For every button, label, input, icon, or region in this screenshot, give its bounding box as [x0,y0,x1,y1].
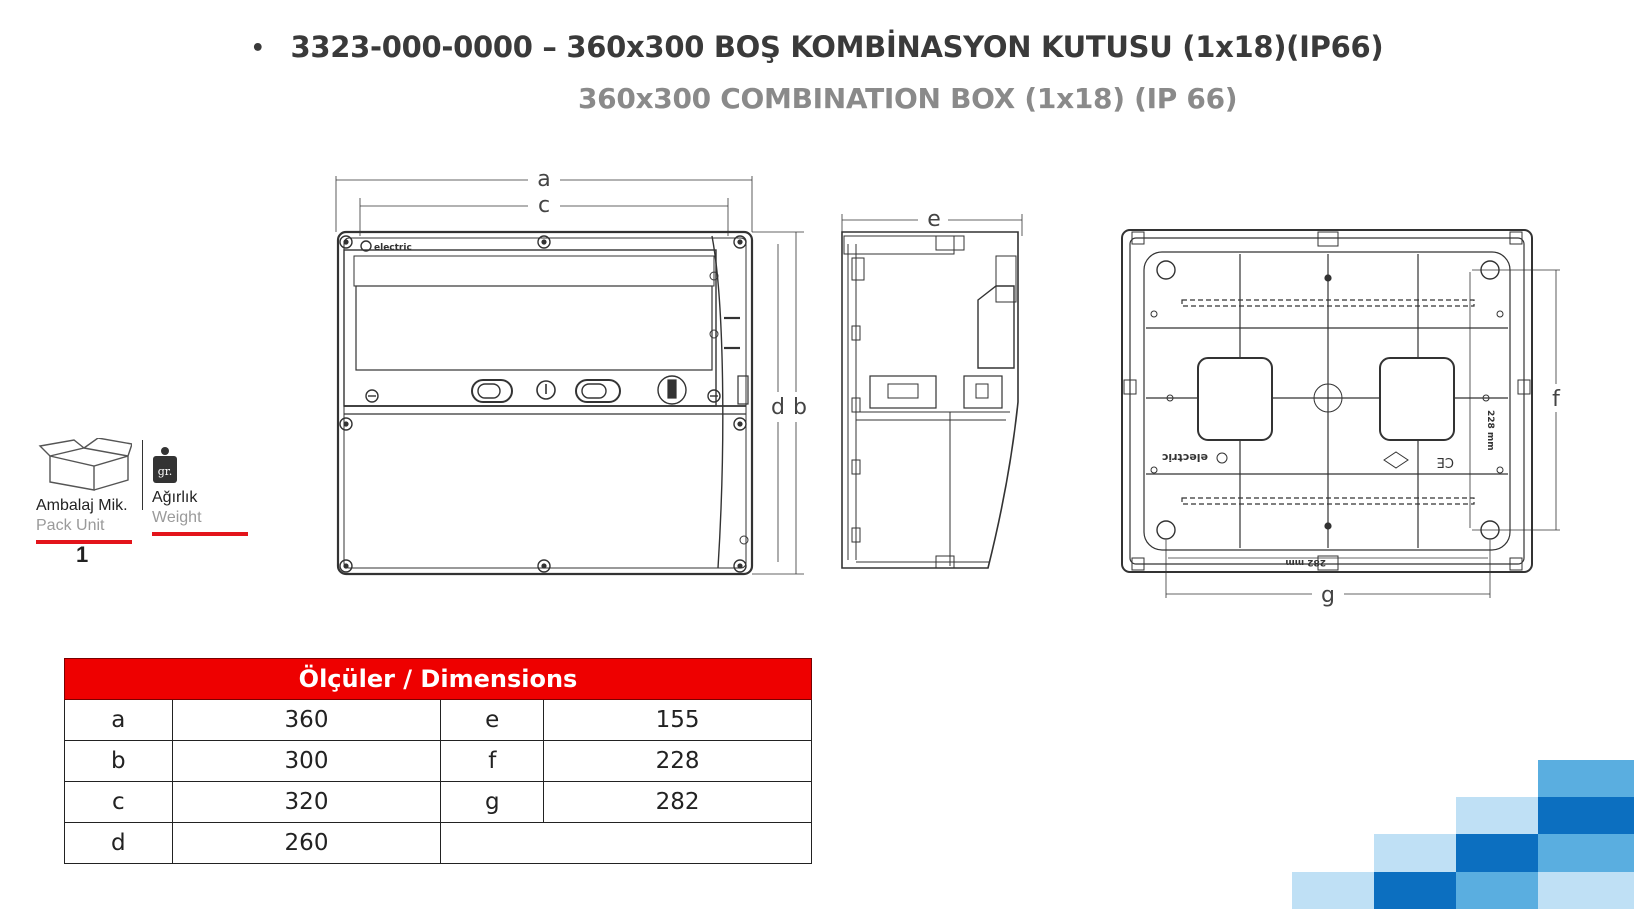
title-bullet: • [250,36,265,61]
dim-label-f: f [1552,387,1560,412]
pack-label-tr: Ambalaj Mik. [36,497,128,514]
info-separator [142,440,143,510]
dimensions-table [64,658,812,864]
dimensions-header: Ölçüler / Dimensions [65,659,812,700]
technical-drawing [0,150,1634,610]
table-row [65,782,812,823]
deco-tile [1292,872,1374,909]
weight-icon-text: gr. [157,465,173,478]
page-title [0,30,1634,64]
deco-tile [1538,872,1634,909]
table-row [65,700,812,741]
dim-empty-cell [441,823,812,864]
front-brand-text: electric [374,243,412,253]
deco-tile [1538,834,1634,872]
deco-tile [1456,834,1538,872]
dimensions-header-row [65,659,812,700]
weight-block [152,446,248,536]
pack-label-en: Pack Unit [36,517,105,534]
side-view [842,214,1022,568]
weight-icon [152,446,178,484]
dim-value: 320 [172,782,441,823]
pack-unit-value: 1 [76,542,89,567]
dim-value: 155 [544,700,812,741]
deco-tile [1456,872,1538,909]
box-icon [36,438,132,492]
front-view [336,176,804,574]
dim-key: d [65,823,173,864]
weight-underline [152,532,248,536]
dim-label-e: e [927,207,941,232]
deco-tile [1374,834,1456,872]
dim-key: f [441,741,544,782]
dim-key: c [65,782,173,823]
dim-value: 300 [172,741,441,782]
weight-label-en: Weight [152,509,202,526]
deco-tile [1456,797,1538,834]
ce-mark-text: CE [1436,454,1454,469]
pack-unit-block [36,438,132,544]
dim-label-b: b [793,395,807,420]
rear-dim-228-text: 228 mm [1485,410,1495,451]
table-row [65,741,812,782]
dim-label-a: a [537,167,551,192]
rear-brand-text: electric [1161,451,1208,464]
rear-dim-282-text: 282 mm [1285,557,1326,567]
dim-value: 360 [172,700,441,741]
deco-tile [1538,797,1634,834]
dim-key: g [441,782,544,823]
dim-label-d: d [771,395,785,420]
table-row [65,823,812,864]
weight-label-tr: Ağırlık [152,489,198,506]
dim-label-g: g [1321,583,1335,608]
deco-tile [1538,760,1634,797]
dim-key: b [65,741,173,782]
dim-key: a [65,700,173,741]
dim-value: 282 [544,782,812,823]
page-subtitle: 360x300 COMBINATION BOX (1x18) (IP 66) [578,82,1238,115]
dim-value: 260 [172,823,441,864]
deco-tile [1374,872,1456,909]
dim-key: e [441,700,544,741]
title-text: 3323-000-0000 – 360x300 BOŞ KOMBİNASYON KUTUSU (1x18)(IP66) [290,30,1384,64]
dim-value: 228 [544,741,812,782]
dim-label-c: c [537,193,551,218]
